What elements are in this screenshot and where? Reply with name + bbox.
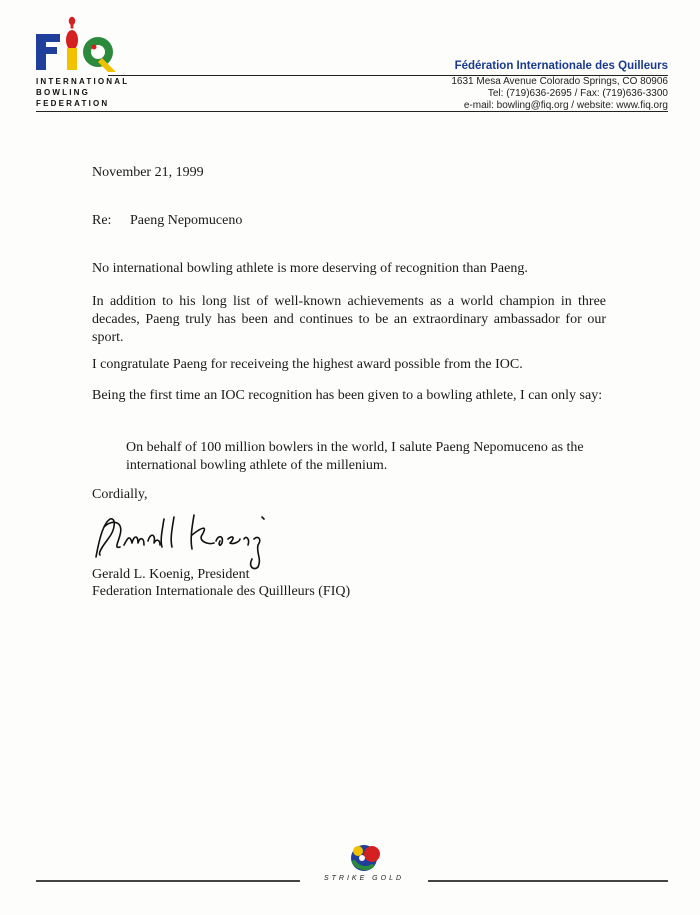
footer-rule-left [36, 880, 300, 882]
org-line-international: INTERNATIONAL [36, 77, 130, 86]
org-name: Fédération Internationale des Quilleurs [454, 60, 668, 72]
org-line-federation: FEDERATION [36, 99, 110, 108]
bowling-pin-icon [66, 17, 78, 50]
org-contact: e-mail: bowling@fiq.org / website: www.fiq.org [463, 100, 668, 111]
signer-name: Gerald L. Koenig, President [92, 567, 250, 582]
strike-gold-logo-icon [336, 840, 392, 876]
signature-icon [90, 505, 290, 575]
footer-tagline: STRIKE GOLD [323, 875, 405, 882]
paragraph-3: I congratulate Paeng for receiveing the highest award possible from the IOC. [92, 357, 523, 372]
closing: Cordially, [92, 487, 148, 502]
letter-date: November 21, 1999 [92, 165, 204, 180]
org-address: 1631 Mesa Avenue Colorado Springs, CO 80906 [451, 76, 668, 87]
org-line-bowling: BOWLING [36, 88, 91, 97]
fiq-logo [32, 14, 132, 74]
paragraph-2: In addition to his long list of well-known achievements as a world champion in three decades, Paeng truly has been and continues to be an extraordinary ambassador for our sport. [92, 294, 606, 345]
re-subject: Paeng Nepomuceno [130, 213, 243, 228]
letterhead-rule-bottom [36, 111, 668, 112]
org-phone-fax: Tel: (719)636-2695 / Fax: (719)636-3300 [487, 88, 668, 99]
footer-rule-right [428, 880, 668, 882]
re-label: Re: [92, 213, 112, 228]
quote-block: On behalf of 100 million bowlers in the world, I salute Paeng Nepomuceno as the international bowling athlete of the millenium. [126, 440, 584, 473]
signer-organization: Federation Internationale des Quillleurs (FIQ) [92, 584, 351, 599]
paragraph-1: No international bowling athlete is more deserving of recognition than Paeng. [92, 261, 528, 276]
paragraph-4: Being the first time an IOC recognition has been given to a bowling athlete, I can only say: [92, 388, 603, 403]
